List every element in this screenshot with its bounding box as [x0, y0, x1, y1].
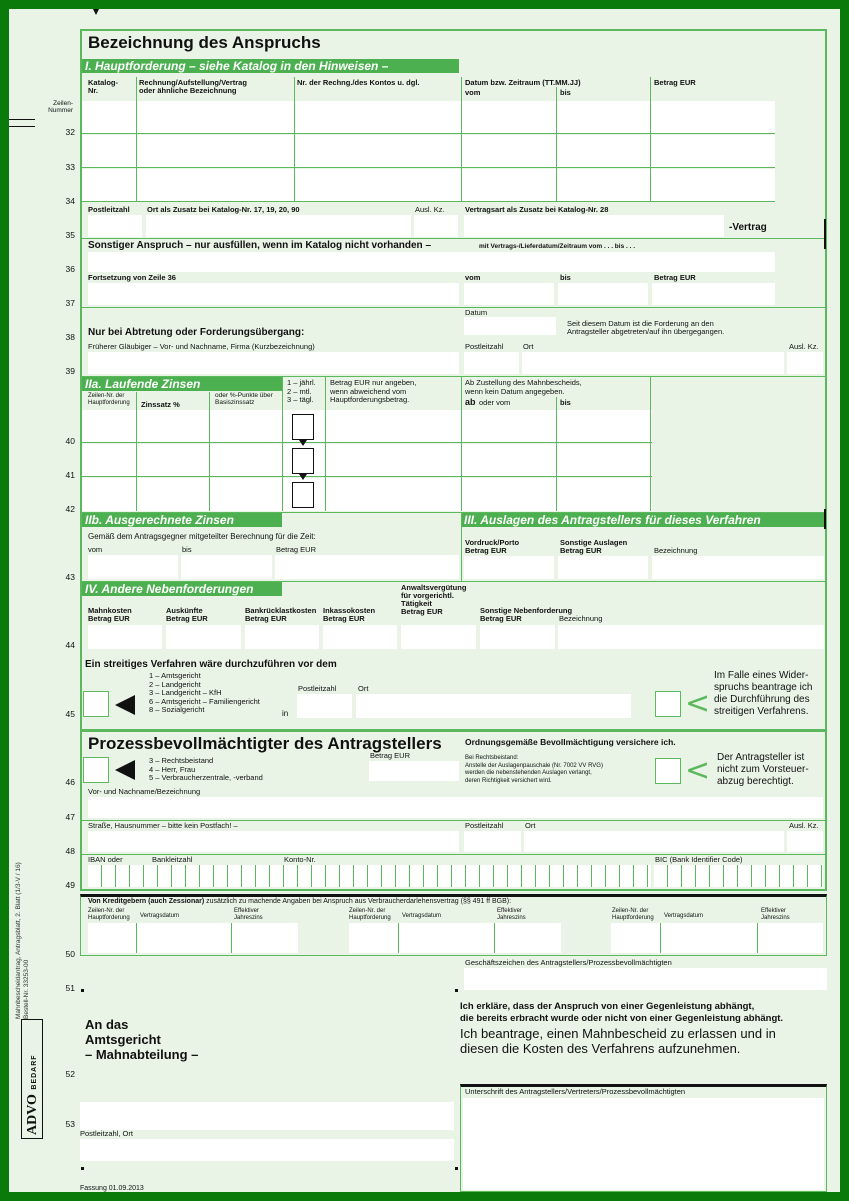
kredit-col-effektiv-2: Effektiver Jahreszins: [497, 908, 526, 921]
neben-auskuenfte-field[interactable]: [166, 625, 241, 649]
col-rechnung: Rechnung/Aufstellung/Vertrag oder ähnliche Bezeichnung: [139, 78, 247, 95]
iban-field[interactable]: [88, 865, 651, 887]
auslagen-vordruck-field[interactable]: [464, 556, 554, 579]
abtretung-seit-text: Seit diesem Datum ist die Forderung an den Antragsteller abgetreten/auf ihn übergegangen.: [567, 319, 725, 336]
form-sheet: [9, 9, 840, 1192]
prozess-vorname-field[interactable]: [88, 797, 823, 818]
neben-col-sonstige: Sonstige Nebenforderung Betrag EUR: [480, 606, 573, 623]
bullet-mark: [455, 989, 458, 992]
line-number: 41: [65, 470, 75, 480]
auslagen-bezeichnung: Bezeichnung: [654, 546, 698, 555]
ausgerechnete-zinsen-header: IIb. Ausgerechnete Zinsen: [82, 513, 282, 527]
divider: [136, 392, 137, 511]
kredit-col-vertrag: Vertragsdatum: [140, 913, 180, 919]
prozess-ausl-label: Ausl. Kz.: [789, 821, 819, 830]
zinsen-col-zinssatz: Zinssatz %: [141, 400, 180, 409]
zeilen-nummer-label: Zeilen- Nummer: [48, 100, 73, 114]
kredit-col-zeilen: Zeilen-Nr. der Hauptforderung: [88, 908, 130, 921]
sonstiger-betrag: Betrag EUR: [654, 273, 696, 282]
divider: [136, 77, 137, 202]
period-box-41[interactable]: [292, 448, 314, 474]
sonstiger-suffix: mit Vertrags-/Lieferdatum/Zeitraum vom . . . bis . . .: [479, 243, 636, 250]
nebenforderungen-header: IV. Andere Nebenforderungen: [82, 582, 282, 596]
prozess-ort-field[interactable]: [524, 831, 784, 852]
prozess-ausl-field[interactable]: [787, 831, 823, 852]
unterschrift-label: Unterschrift des Antragstellers/Vertreters/Prozessbevollmächtigten: [465, 1087, 686, 1096]
line-number: 40: [65, 436, 75, 446]
rechtsbeistand-note: Bei Rechtsbeistand: Anstelle der Auslagenpauschale (Nr. 7002 VV RVG) werden die nebenstehenden Auslagen verlangt, deren Richtigkeit versichert wird.: [465, 755, 603, 784]
period-box-42[interactable]: [292, 482, 314, 508]
konto-label: Konto-Nr.: [284, 855, 316, 864]
line-number: 38: [65, 332, 75, 342]
divider: [556, 397, 557, 511]
neben-col-mahnkosten: Mahnkosten Betrag EUR: [88, 606, 132, 623]
ausgerechnete-vom-field[interactable]: [88, 555, 178, 579]
col-vom: vom: [465, 88, 481, 97]
neben-bankruecklast-field[interactable]: [245, 625, 319, 649]
neben-col-inkasso: Inkassokosten Betrag EUR: [323, 606, 376, 623]
divider: [209, 392, 210, 511]
advo-logo: [21, 1019, 43, 1139]
neben-col-bankruecklast: Bankrücklastkosten Betrag EUR: [245, 606, 317, 623]
abtretung-title: Nur bei Abtretung oder Forderungsübergang:: [88, 327, 305, 338]
vertrag-suffix: -Vertrag: [729, 222, 767, 233]
ausgerechnete-betrag: Betrag EUR: [276, 545, 317, 554]
sonstiger-bis: bis: [560, 273, 571, 282]
postleitzahl-label: Postleitzahl: [88, 205, 130, 214]
neben-mahnkosten-field[interactable]: [88, 625, 162, 649]
tick-mark: [9, 119, 35, 120]
ausgerechnete-bis: bis: [182, 545, 192, 554]
line-number: 51: [65, 983, 75, 993]
abtretung-ausl-kz: Ausl. Kz.: [789, 342, 819, 351]
zinsen-col-bis: bis: [560, 398, 571, 407]
zinsen-col-period: 1 – jährl. 2 – mtl. 3 – tägl.: [287, 378, 316, 404]
zinsen-row-41[interactable]: [82, 444, 652, 477]
ausgerechnete-bis-field[interactable]: [181, 555, 272, 579]
ort-field[interactable]: [146, 215, 411, 237]
section-hauptforderung-header: I. Hauptforderung – siehe Katalog in den Hinweisen –: [82, 59, 459, 73]
hauptforderung-row-34[interactable]: [82, 169, 775, 202]
zinsen-row-42[interactable]: [82, 478, 652, 511]
ausl-kz-label: Ausl. Kz.: [415, 205, 445, 214]
kredit-col-zeilen-2: Zeilen-Nr. der Hauptforderung: [349, 908, 391, 921]
zinsen-row-40[interactable]: [82, 410, 652, 443]
line-number: 47: [65, 812, 75, 822]
line-number: 36: [65, 264, 75, 274]
prozess-betrag-field[interactable]: [369, 761, 459, 781]
plz-ort-field[interactable]: [80, 1139, 454, 1161]
prozess-ordnungs: Ordnungsgemäße Bevollmächtigung versichere ich.: [465, 737, 676, 747]
kredit-group-1[interactable]: [88, 923, 298, 953]
auslagen-vordruck: Vordruck/Porto Betrag EUR: [465, 538, 520, 555]
vorsteuer-text: Der Antragsteller ist nicht zum Vorsteuer- abzug berechtigt.: [717, 752, 809, 787]
side-print-info: [15, 789, 39, 1019]
streit-title: Ein streitiges Verfahren wäre durchzuführen vor dem: [85, 659, 337, 670]
tick-mark: [9, 126, 35, 127]
arrow-left-icon: [115, 760, 135, 780]
amtsgericht-address: An das Amtsgericht – Mahnabteilung –: [85, 1017, 199, 1062]
side-text: Mahnbescheidantrag, Antragsblatt, 2. Blatt (1/3-V / 16) Bestell-Nr. 33253-00: [15, 862, 30, 1019]
line-number: 37: [65, 298, 75, 308]
abtretung-datum-label: Datum: [465, 308, 488, 317]
prozess-ort-label: Ort: [525, 821, 536, 830]
line-number: 45: [65, 709, 75, 719]
auslagen-sonstige: Sonstige Auslagen Betrag EUR: [560, 538, 628, 555]
line-number: 49: [65, 880, 75, 890]
prozess-vorname-label: Vor- und Nachname/Bezeichnung: [88, 787, 201, 796]
prozess-plz-field[interactable]: [464, 831, 521, 852]
col-katalog: Katalog- Nr.: [88, 78, 118, 95]
divider: [294, 77, 295, 202]
divider: [461, 77, 462, 202]
vertragsart-field[interactable]: [464, 215, 724, 237]
kredit-col-effektiv-3: Effektiver Jahreszins: [761, 908, 790, 921]
line-number: 35: [65, 230, 75, 240]
fassung-text: Fassung 01.09.2013: [80, 1185, 144, 1192]
unterschrift-field[interactable]: [463, 1098, 824, 1190]
neben-anwalt-field[interactable]: [401, 625, 476, 649]
kredit-col-vertrag-3: Vertragsdatum: [664, 913, 704, 919]
divider: [461, 513, 462, 581]
zinsen-col-zustellung: Ab Zustellung des Mahnbescheids, wenn kein Datum angegeben.: [465, 378, 582, 396]
frueherer-glaeubiger-label: Früherer Gläubiger – Vor- und Nachname, Firma (Kurzbezeichnung): [88, 342, 315, 351]
kredit-col-zeilen-3: Zeilen-Nr. der Hauptforderung: [612, 908, 654, 921]
prozess-strasse-field[interactable]: [88, 831, 459, 852]
kredit-group-3[interactable]: [611, 923, 823, 953]
logo-text: ADVO: [25, 1094, 40, 1135]
sonstiger-title: Sonstiger Anspruch – nur ausfüllen, wenn im Katalog nicht vorhanden –: [88, 240, 432, 251]
angle-left-icon: <: [685, 686, 711, 721]
fortsetzung-label: Fortsetzung von Zeile 36: [88, 273, 176, 282]
col-datum: Datum bzw. Zeitraum (TT.MM.JJ): [465, 78, 581, 87]
kredit-group-2[interactable]: [349, 923, 561, 953]
prozess-art-checkbox[interactable]: [83, 757, 109, 783]
neben-col-bezeichnung: Bezeichnung: [559, 614, 603, 623]
streit-in: in: [282, 709, 289, 718]
hauptforderung-row-32[interactable]: [82, 101, 775, 134]
kredit-title-rest: zusätzlich zu machende Angaben bei Anspruch aus Verbraucherdarlehensvertrag (§§ 491 ff BGB):: [204, 898, 512, 905]
prozess-plz-label: Postleitzahl: [465, 821, 504, 830]
page-title: Bezeichnung des Anspruchs: [88, 33, 321, 52]
line-number: 39: [65, 366, 75, 376]
kredit-title: [88, 898, 511, 906]
line-number: 43: [65, 572, 75, 582]
fortsetzung-field[interactable]: [88, 283, 459, 305]
neben-col-anwalt: Anwaltsvergütung für vorgerichtl. Tätigkeit Betrag EUR: [401, 583, 467, 616]
bic-field[interactable]: [654, 865, 823, 887]
erklaerung-text: Ich erkläre, dass der Anspruch von einer Gegenleistung abhängt, die bereits erbracht wurde oder nicht von einer Gegenleistung abhängt.: [460, 1001, 784, 1024]
abtretung-ort: Ort: [523, 342, 534, 351]
line-number: 44: [65, 640, 75, 650]
auslagen-header: III. Auslagen des Antragstellers für dieses Verfahren: [461, 513, 825, 527]
neben-sonstige-field[interactable]: [480, 625, 555, 649]
divider: [650, 377, 651, 511]
zinsen-col-zeilen: Zeilen-Nr. der Hauptforderung: [88, 393, 130, 406]
streit-plz-field[interactable]: [297, 694, 352, 718]
kredit-col-vertrag-2: Vertragsdatum: [402, 913, 442, 919]
abtretung-plz-field[interactable]: [464, 352, 519, 374]
neben-bezeichnung-field[interactable]: [558, 625, 824, 649]
divider: [325, 377, 326, 511]
line-number: 52: [65, 1069, 75, 1079]
abtretung-ort-field[interactable]: [522, 352, 784, 374]
prozess-title: Prozessbevollmächtigter des Antragstellers: [88, 734, 442, 753]
angle-left-icon: <: [685, 753, 711, 788]
line-number: 48: [65, 846, 75, 856]
zinsen-col-punkte: oder %-Punkte über Basiszinssatz: [215, 392, 273, 406]
streit-ort-field[interactable]: [356, 694, 631, 718]
line-number: 50: [65, 949, 75, 959]
address-field[interactable]: [80, 1102, 454, 1130]
line-number: 46: [65, 777, 75, 787]
period-box-40[interactable]: [292, 414, 314, 440]
corner-mark: [824, 509, 826, 529]
bullet-mark: [455, 1167, 458, 1170]
col-kontonummer: Nr. der Rechng./des Kontos u. dgl.: [297, 78, 420, 87]
beantrage-text: Ich beantrage, einen Mahnbescheid zu erlassen und in diesen die Kosten des Verfahrens aufzunehmen.: [460, 1026, 776, 1056]
geschaeftszeichen-label: Geschäftszeichen des Antragstellers/Prozessbevollmächtigten: [465, 958, 672, 967]
frueherer-glaeubiger-field[interactable]: [88, 352, 459, 374]
line-number: 32: [65, 127, 75, 137]
ausgerechnete-vom: vom: [88, 545, 103, 554]
divider: [650, 77, 651, 202]
abtretung-ausl-field[interactable]: [787, 352, 823, 374]
widerspruch-text: Im Falle eines Wider- spruchs beantrage ich die Durchführung des streitigen Verfahrens.: [714, 670, 813, 717]
prozess-arten: 3 – Rechtsbeistand 4 – Herr, Frau 5 – Verbraucherzentrale, -verband: [149, 756, 263, 782]
neben-col-auskuenfte: Auskünfte Betrag EUR: [166, 606, 208, 623]
line-number: 42: [65, 504, 75, 514]
laufende-zinsen-header: IIa. Laufende Zinsen: [82, 377, 282, 391]
bullet-mark: [81, 1167, 84, 1170]
ausgerechnete-betrag-field[interactable]: [275, 555, 459, 579]
abtretung-postleitzahl: Postleitzahl: [465, 342, 504, 351]
bullet-mark: [81, 989, 84, 992]
sonstiger-betrag-field[interactable]: [652, 283, 775, 305]
line-number: 53: [65, 1119, 75, 1129]
auslagen-sonstige-field[interactable]: [558, 556, 648, 579]
zinsen-col-oder-vom: oder vom: [479, 398, 511, 407]
arrow-marker: [93, 9, 99, 15]
neben-inkasso-field[interactable]: [323, 625, 397, 649]
line-number: 33: [65, 162, 75, 172]
postleitzahl-ort-label: Postleitzahl, Ort: [80, 1129, 133, 1138]
sonstiger-vom: vom: [465, 273, 481, 282]
prozess-betrag-label: Betrag EUR: [370, 751, 411, 760]
divider: [556, 87, 557, 202]
gericht-checkbox[interactable]: [83, 691, 109, 717]
geschaeftszeichen-field[interactable]: [464, 968, 827, 990]
corner-mark: [824, 219, 826, 249]
bankleitzahl-label: Bankleitzahl: [152, 855, 193, 864]
hauptforderung-row-33[interactable]: [82, 135, 775, 168]
zinsen-col-ab: ab: [465, 397, 476, 407]
vorsteuer-checkbox[interactable]: [655, 758, 681, 784]
zinsen-col-betrag: Betrag EUR nur angeben, wenn abweichend vom Hauptforderungsbetrag.: [330, 378, 417, 404]
sonstiger-vom-field[interactable]: [464, 283, 554, 305]
col-betrag: Betrag EUR: [654, 78, 696, 87]
bic-label: BIC (Bank Identifier Code): [655, 855, 743, 864]
sonstiger-bis-field[interactable]: [558, 283, 648, 305]
sonstiger-field[interactable]: [88, 252, 775, 272]
col-bis: bis: [560, 88, 571, 97]
auslagen-bezeichnung-field[interactable]: [652, 556, 824, 579]
line-number: 34: [65, 196, 75, 206]
streit-postleitzahl: Postleitzahl: [298, 684, 337, 693]
streit-ort: Ort: [358, 684, 369, 693]
divider: [82, 238, 825, 239]
kredit-col-effektiv: Effektiver Jahreszins: [234, 908, 263, 921]
divider: [461, 377, 462, 511]
streit-gerichte: 1 – Amtsgericht 2 – Landgericht 3 – Landgericht – KfH 6 – Amtsgericht – Familiengericht 8 – Sozialgericht: [149, 671, 260, 714]
abtretung-datum-field[interactable]: [464, 317, 556, 335]
logo-subtext: BEDARF: [31, 1054, 38, 1090]
divider: [82, 307, 825, 308]
postleitzahl-field[interactable]: [88, 215, 142, 237]
ausgerechnete-text: Gemäß dem Antragsgegner mitgeteilter Berechnung für die Zeit:: [88, 532, 316, 541]
prozess-strasse-label: Straße, Hausnummer – bitte kein Postfach! –: [88, 821, 238, 830]
arrow-left-icon: [115, 695, 135, 715]
ausl-kz-field[interactable]: [414, 215, 458, 237]
ort-zusatz-label: Ort als Zusatz bei Katalog-Nr. 17, 19, 20, 90: [147, 205, 300, 214]
divider: [282, 377, 283, 511]
widerspruch-checkbox[interactable]: [655, 691, 681, 717]
vertragsart-label: Vertragsart als Zusatz bei Katalog-Nr. 28: [465, 205, 609, 214]
iban-label: IBAN oder: [88, 855, 123, 864]
kredit-title-bold: Von Kreditgebern (auch Zessionar): [88, 898, 205, 905]
